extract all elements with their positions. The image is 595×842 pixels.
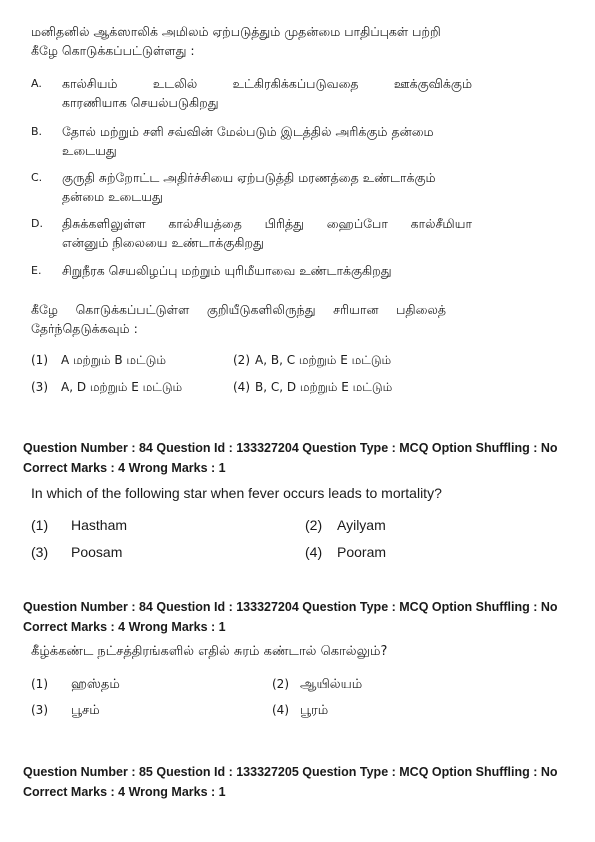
statement-text: தோல் மற்றும் சளி சவ்வின் மேல்படும் இடத்தில் அரிக்கும் தன்மை (62, 124, 434, 139)
choice-number: (1) (31, 353, 48, 367)
choice-number: (2) (272, 677, 289, 691)
statement-text: தன்மை உடையது (62, 189, 163, 204)
question-85-meta (23, 762, 558, 802)
statement-text: குருதி சுற்றோட்ட அதிர்ச்சியை ஏற்படுத்தி மரணத்தை உண்டாக்கும் (62, 170, 436, 185)
choice-number: (4) (233, 380, 250, 394)
statement-label: C. (31, 171, 43, 184)
choice-3 (31, 544, 123, 560)
choice-text: ஹஸ்தம் (71, 677, 120, 692)
meta-line-1: Question Number : 84 Question Id : 133327204 Question Type : MCQ Option Shuffling : No (23, 441, 558, 455)
stem-line-1: மனிதனில் ஆக்ஸாலிக் அமிலம் ஏற்படுத்தும் முதன்மை பாதிப்புகள் பற்றி (31, 24, 441, 39)
choice-4 (305, 544, 387, 560)
question-83-stem (31, 22, 451, 60)
choice-3 (31, 703, 100, 718)
choice-2 (305, 517, 386, 533)
statement-label: A. (31, 77, 42, 90)
meta-line-2: Correct Marks : 4 Wrong Marks : 1 (23, 461, 226, 475)
choice-number: (3) (31, 544, 49, 560)
statement-text: கால்சியம் உடலில் உட்கிரகிக்கப்படுவதை ஊக்குவிக்கும் (62, 76, 472, 91)
choice-2 (233, 353, 392, 367)
meta-line-1: Question Number : 84 Question Id : 133327204 Question Type : MCQ Option Shuffling : No (23, 600, 558, 614)
question-84-meta (23, 438, 558, 478)
choice-1 (31, 353, 166, 367)
meta-line-1: Question Number : 85 Question Id : 133327205 Question Type : MCQ Option Shuffling : No (23, 765, 558, 779)
question-84-ta-meta (23, 597, 558, 637)
question-84-text: In which of the following star when fever occurs leads to mortality? (31, 485, 442, 501)
choice-text: B, C, D மற்றும் E மட்டும் (255, 380, 393, 394)
statement-label: B. (31, 125, 43, 138)
choice-number: (4) (305, 544, 323, 560)
instruction-line-1: கீழே கொடுக்கப்பட்டுள்ள குறியீடுகளிலிருந்து சரியான பதிலைத் (31, 302, 446, 317)
choice-number: (1) (31, 517, 49, 533)
stem-line-2: கீழே கொடுக்கப்பட்டுள்ளது : (31, 43, 195, 58)
meta-line-2: Correct Marks : 4 Wrong Marks : 1 (23, 620, 226, 634)
meta-line-2: Correct Marks : 4 Wrong Marks : 1 (23, 785, 226, 799)
question-83-instruction (31, 300, 446, 338)
choice-number: (3) (31, 380, 48, 394)
choice-number: (1) (31, 677, 48, 691)
choice-text: Poosam (71, 544, 123, 560)
choice-text: A, D மற்றும் E மட்டும் (61, 380, 183, 394)
statement-text: என்னும் நிலையை உண்டாக்குகிறது (62, 235, 264, 250)
choice-number: (4) (272, 703, 289, 717)
statement-text: உடையது (62, 143, 117, 158)
choice-number: (2) (233, 353, 250, 367)
choice-1 (31, 677, 120, 692)
statement-text: திசுக்களிலுள்ள கால்சியத்தை பிரித்து ஹைப்போ கால்சீமியா (62, 216, 472, 231)
choice-1 (31, 517, 128, 533)
choice-text: ஆயில்யம் (300, 677, 363, 692)
question-84-ta-text: கீழ்க்கண்ட நட்சத்திரங்களில் எதில் சுரம் கண்டால் கொல்லும்? (31, 644, 388, 659)
statement-label: E. (31, 264, 42, 277)
instruction-line-2: தேர்ந்தெடுக்கவும் : (31, 321, 138, 336)
choice-4 (233, 380, 393, 394)
statement-text: காரணியாக செயல்படுகிறது (62, 95, 219, 110)
choice-4 (272, 703, 329, 718)
statement-text: சிறுநீரக செயலிழப்பு மற்றும் யுரிமீயாவை உண்டாக்குகிறது (62, 263, 392, 278)
choice-text: Pooram (337, 544, 387, 560)
statement-label: D. (31, 217, 43, 230)
choice-text: Hastham (71, 517, 128, 533)
choice-3 (31, 380, 183, 394)
choice-number: (2) (305, 517, 323, 533)
choice-text: பூசம் (71, 703, 100, 718)
choice-2 (272, 677, 363, 692)
choice-text: பூரம் (300, 703, 329, 718)
choice-text: Ayilyam (337, 517, 386, 533)
choice-text: A மற்றும் B மட்டும் (61, 353, 166, 367)
choice-text: A, B, C மற்றும் E மட்டும் (255, 353, 392, 367)
choice-number: (3) (31, 703, 48, 717)
